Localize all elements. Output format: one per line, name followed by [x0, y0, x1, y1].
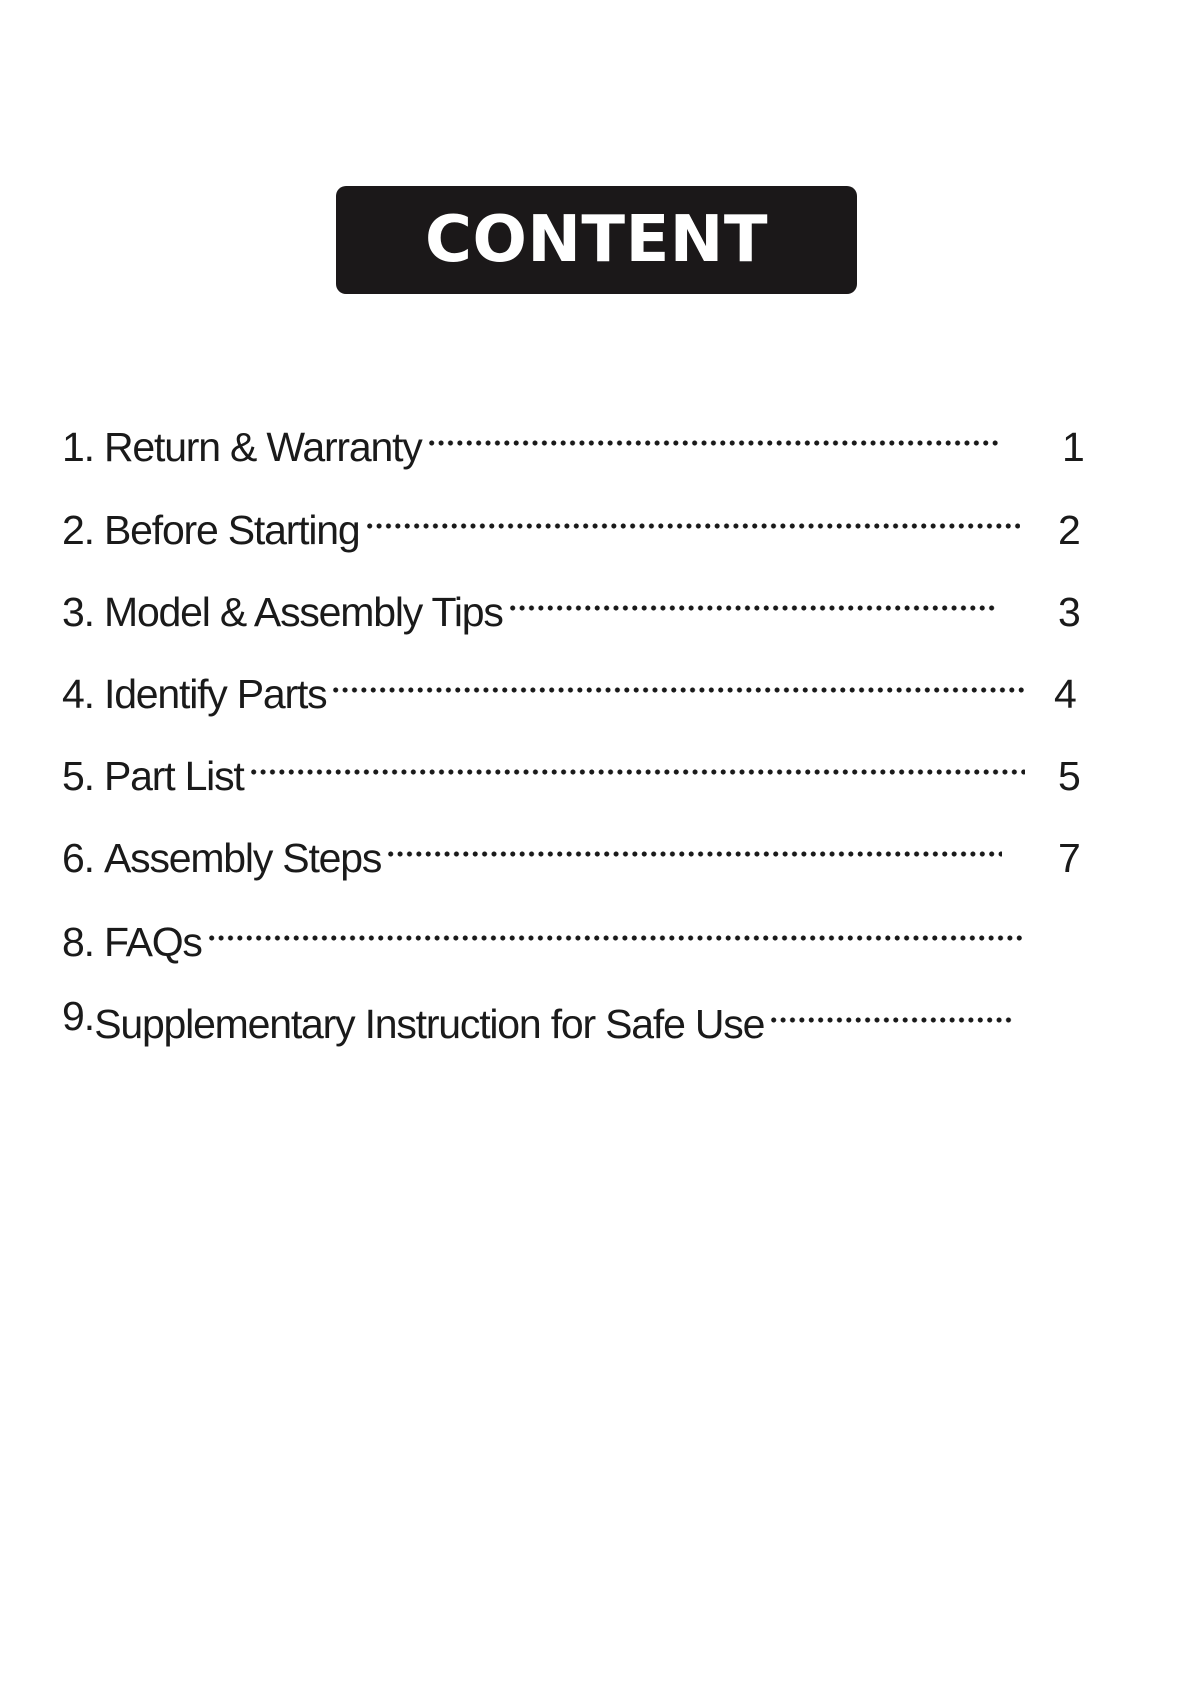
- toc-item-return-warranty[interactable]: [62, 417, 1092, 477]
- toc-item-model-assembly-tips[interactable]: [62, 582, 1092, 642]
- toc-item-title: FAQs: [104, 918, 202, 965]
- toc-item-identify-parts[interactable]: [62, 664, 1092, 724]
- toc-leader-dots: [386, 848, 1002, 860]
- toc-item-page: 5: [1058, 752, 1081, 799]
- toc-leader-dots: [508, 602, 998, 614]
- toc-item-page: 4: [1054, 670, 1077, 717]
- toc-item-number: 2.: [62, 506, 94, 553]
- toc-item-part-list[interactable]: [62, 746, 1092, 806]
- toc-item-number: 1.: [62, 423, 94, 470]
- toc-leader-dots: [249, 766, 1025, 778]
- toc-item-faqs[interactable]: [62, 912, 1092, 972]
- toc-item-title: Before Starting: [104, 506, 360, 553]
- toc-item-number: 4.: [62, 670, 94, 717]
- toc-item-title: Identify Parts: [104, 670, 327, 717]
- toc-item-page: 1: [1062, 423, 1085, 470]
- toc-item-page: 3: [1058, 588, 1081, 635]
- content-title-box: [336, 186, 857, 294]
- toc-leader-dots: [207, 932, 1025, 944]
- toc-leader-dots: [427, 437, 1000, 449]
- page-title: CONTENT: [424, 203, 769, 277]
- toc-item-title: Part List: [104, 752, 244, 799]
- toc-item-page: 7: [1058, 834, 1081, 881]
- toc-leader-dots: [769, 1014, 1014, 1026]
- toc-item-title: Assembly Steps: [104, 834, 382, 881]
- toc-leader-dots: [365, 520, 1020, 532]
- toc-item-number: 6.: [62, 834, 94, 881]
- toc-item-number: 5.: [62, 752, 94, 799]
- toc-item-title: Supplementary Instruction for Safe Use: [94, 1000, 765, 1047]
- toc-item-number: 8.: [62, 918, 94, 965]
- toc-item-supplementary-instruction[interactable]: [62, 994, 1122, 1054]
- toc-item-before-starting[interactable]: [62, 500, 1092, 560]
- toc-item-page: 2: [1058, 506, 1081, 553]
- toc-item-title: Model & Assembly Tips: [104, 588, 503, 635]
- toc-item-number: 9.: [62, 992, 95, 1039]
- toc-item-assembly-steps[interactable]: [62, 828, 1092, 888]
- toc-item-number: 3.: [62, 588, 94, 635]
- toc-item-title: Return & Warranty: [104, 423, 422, 470]
- toc-leader-dots: [331, 684, 1024, 696]
